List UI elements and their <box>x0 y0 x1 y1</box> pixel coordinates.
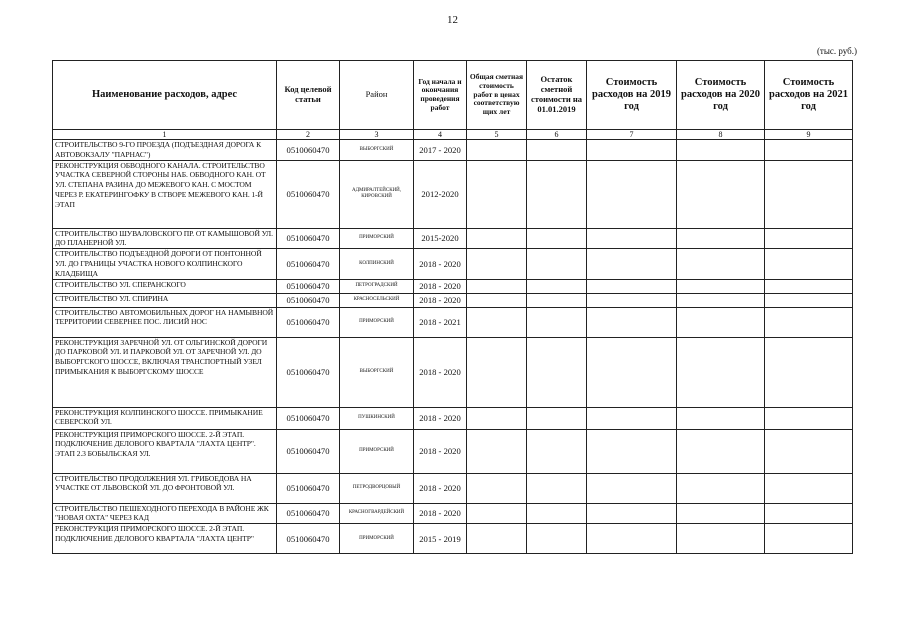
row-years: 2018 - 2021 <box>414 307 467 337</box>
row-years: 2015-2020 <box>414 228 467 249</box>
row-remainder <box>527 429 587 473</box>
column-number: 9 <box>765 130 853 140</box>
header-district: Район <box>340 61 414 130</box>
row-name: СТРОИТЕЛЬСТВО 9-ГО ПРОЕЗДА (ПОДЪЕЗДНАЯ ДОРОГА К АВТОВОКЗАЛУ "ПАРНАС") <box>53 140 277 161</box>
row-district: АДМИРАЛТЕЙСКИЙ, КИРОВСКИЙ <box>340 160 414 228</box>
row-code: 0510060470 <box>277 279 340 293</box>
row-cost-2020 <box>677 524 765 554</box>
row-total-cost <box>467 228 527 249</box>
row-cost-2020 <box>677 279 765 293</box>
row-cost-2019 <box>587 279 677 293</box>
row-total-cost <box>467 160 527 228</box>
row-cost-2019 <box>587 140 677 161</box>
row-cost-2020 <box>677 293 765 307</box>
row-cost-2019 <box>587 407 677 429</box>
row-cost-2021 <box>765 307 853 337</box>
row-cost-2019 <box>587 524 677 554</box>
row-total-cost <box>467 407 527 429</box>
row-cost-2019 <box>587 337 677 407</box>
row-cost-2019 <box>587 503 677 524</box>
row-years: 2018 - 2020 <box>414 337 467 407</box>
page-number: 12 <box>447 14 458 26</box>
header-remainder: Остаток сметной стоимости на 01.01.2019 <box>527 61 587 130</box>
row-name: СТРОИТЕЛЬСТВО АВТОМОБИЛЬНЫХ ДОРОГ НА НАМЫВНОЙ ТЕРРИТОРИИ СЕВЕРНЕЕ ПОС. ЛИСИЙ НОС <box>53 307 277 337</box>
column-number: 5 <box>467 130 527 140</box>
row-total-cost <box>467 524 527 554</box>
row-years: 2018 - 2020 <box>414 473 467 503</box>
column-number-row <box>53 130 853 140</box>
row-name: РЕКОНСТРУКЦИЯ КОЛПИНСКОГО ШОССЕ. ПРИМЫКАНИЕ СЕВЕРСКОЙ УЛ. <box>53 407 277 429</box>
row-cost-2020 <box>677 337 765 407</box>
row-district: ВЫБОРГСКИЙ <box>340 337 414 407</box>
row-years: 2015 - 2019 <box>414 524 467 554</box>
row-code: 0510060470 <box>277 503 340 524</box>
row-remainder <box>527 503 587 524</box>
row-total-cost <box>467 337 527 407</box>
row-total-cost <box>467 249 527 279</box>
header-cost-2019: Стоимость расходов на 2019 год <box>587 61 677 130</box>
row-district: ПУШКИНСКИЙ <box>340 407 414 429</box>
row-district: ПРИМОРСКИЙ <box>340 429 414 473</box>
row-cost-2021 <box>765 140 853 161</box>
row-cost-2019 <box>587 228 677 249</box>
row-cost-2019 <box>587 429 677 473</box>
row-remainder <box>527 140 587 161</box>
row-name: СТРОИТЕЛЬСТВО ПРОДОЛЖЕНИЯ УЛ. ГРИБОЕДОВА НА УЧАСТКЕ ОТ ЛЬВОВСКОЙ УЛ. ДО ФРОНТОВОЙ УЛ. <box>53 473 277 503</box>
header-code: Код целевой статьи <box>277 61 340 130</box>
row-cost-2020 <box>677 228 765 249</box>
row-remainder <box>527 524 587 554</box>
row-years: 2017 - 2020 <box>414 140 467 161</box>
row-code: 0510060470 <box>277 337 340 407</box>
row-cost-2020 <box>677 473 765 503</box>
row-name: СТРОИТЕЛЬСТВО УЛ. СПЕРАНСКОГО <box>53 279 277 293</box>
row-code: 0510060470 <box>277 429 340 473</box>
column-number: 2 <box>277 130 340 140</box>
row-remainder <box>527 228 587 249</box>
row-cost-2021 <box>765 429 853 473</box>
row-name: РЕКОНСТРУКЦИЯ ПРИМОРСКОГО ШОССЕ. 2-Й ЭТАП. ПОДКЛЮЧЕНИЕ ДЕЛОВОГО КВАРТАЛА "ЛАХТА ЦЕНТР" <box>53 524 277 554</box>
row-district: ПРИМОРСКИЙ <box>340 307 414 337</box>
row-years: 2018 - 2020 <box>414 407 467 429</box>
row-remainder <box>527 279 587 293</box>
row-code: 0510060470 <box>277 160 340 228</box>
row-cost-2020 <box>677 140 765 161</box>
row-cost-2020 <box>677 407 765 429</box>
row-total-cost <box>467 429 527 473</box>
row-years: 2018 - 2020 <box>414 293 467 307</box>
row-years: 2018 - 2020 <box>414 503 467 524</box>
table-row <box>53 429 853 473</box>
row-name: СТРОИТЕЛЬСТВО ПОДЪЕЗДНОЙ ДОРОГИ ОТ ПОНТОННОЙ УЛ. ДО ГРАНИЦЫ УЧАСТКА НОВОГО КОЛПИНСКОГО КЛАДБИЩА <box>53 249 277 279</box>
row-remainder <box>527 307 587 337</box>
row-cost-2021 <box>765 337 853 407</box>
row-remainder <box>527 337 587 407</box>
column-number: 3 <box>340 130 414 140</box>
row-cost-2019 <box>587 307 677 337</box>
table-row <box>53 524 853 554</box>
column-number: 8 <box>677 130 765 140</box>
row-cost-2019 <box>587 160 677 228</box>
row-cost-2020 <box>677 307 765 337</box>
row-code: 0510060470 <box>277 249 340 279</box>
table-row <box>53 337 853 407</box>
row-cost-2019 <box>587 293 677 307</box>
row-code: 0510060470 <box>277 524 340 554</box>
row-name: РЕКОНСТРУКЦИЯ ПРИМОРСКОГО ШОССЕ. 2-Й ЭТАП. ПОДКЛЮЧЕНИЕ ДЕЛОВОГО КВАРТАЛА "ЛАХТА ЦЕНТР". ЭТАП 2.3 БОБЫЛЬСКАЯ УЛ. <box>53 429 277 473</box>
row-total-cost <box>467 473 527 503</box>
row-total-cost <box>467 140 527 161</box>
row-code: 0510060470 <box>277 407 340 429</box>
header-total: Общая сметная стоимость работ в ценах соответствую щих лет <box>467 61 527 130</box>
row-cost-2021 <box>765 160 853 228</box>
row-cost-2020 <box>677 249 765 279</box>
row-years: 2012-2020 <box>414 160 467 228</box>
row-district: ПРИМОРСКИЙ <box>340 228 414 249</box>
row-cost-2021 <box>765 473 853 503</box>
row-cost-2021 <box>765 293 853 307</box>
table-row <box>53 140 853 161</box>
column-number: 7 <box>587 130 677 140</box>
column-number: 6 <box>527 130 587 140</box>
row-total-cost <box>467 503 527 524</box>
header-row <box>53 61 853 130</box>
column-number: 1 <box>53 130 277 140</box>
row-total-cost <box>467 279 527 293</box>
column-number: 4 <box>414 130 467 140</box>
row-total-cost <box>467 293 527 307</box>
row-cost-2021 <box>765 228 853 249</box>
row-cost-2020 <box>677 160 765 228</box>
expenditure-table <box>52 60 853 554</box>
table-row <box>53 279 853 293</box>
row-years: 2018 - 2020 <box>414 249 467 279</box>
header-name: Наименование расходов, адрес <box>53 61 277 130</box>
row-remainder <box>527 160 587 228</box>
row-name: РЕКОНСТРУКЦИЯ ЗАРЕЧНОЙ УЛ. ОТ ОЛЬГИНСКОЙ ДОРОГИ ДО ПАРКОВОЙ УЛ. И ПАРКОВОЙ УЛ. ОТ ЗАРЕЧНОЙ УЛ. ДО ВЫБОРГСКОГО ШОССЕ, ВКЛЮЧАЯ ТРАНСПОРТНЫЙ УЗЕЛ ПРИМЫКАНИЯ К ВЫБОРГСКОМУ ШОССЕ <box>53 337 277 407</box>
row-code: 0510060470 <box>277 140 340 161</box>
header-years: Год начала и окончания проведения работ <box>414 61 467 130</box>
row-cost-2019 <box>587 473 677 503</box>
row-cost-2021 <box>765 407 853 429</box>
table-row <box>53 293 853 307</box>
row-district: ПРИМОРСКИЙ <box>340 524 414 554</box>
row-code: 0510060470 <box>277 228 340 249</box>
row-district: КОЛПИНСКИЙ <box>340 249 414 279</box>
table-body <box>53 140 853 554</box>
row-cost-2021 <box>765 279 853 293</box>
table-row <box>53 503 853 524</box>
row-cost-2020 <box>677 429 765 473</box>
row-district: КРАСНОГВАРДЕЙСКИЙ <box>340 503 414 524</box>
row-name: СТРОИТЕЛЬСТВО ПЕШЕХОДНОГО ПЕРЕХОДА В РАЙОНЕ ЖК "НОВАЯ ОХТА" ЧЕРЕЗ КАД <box>53 503 277 524</box>
table-row <box>53 160 853 228</box>
units-label: (тыс. руб.) <box>816 46 857 56</box>
row-name: СТРОИТЕЛЬСТВО ШУВАЛОВСКОГО ПР. ОТ КАМЫШОВОЙ УЛ. ДО ПЛАНЕРНОЙ УЛ. <box>53 228 277 249</box>
row-years: 2018 - 2020 <box>414 429 467 473</box>
row-cost-2021 <box>765 524 853 554</box>
header-cost-2020: Стоимость расходов на 2020 год <box>677 61 765 130</box>
table-row <box>53 249 853 279</box>
row-cost-2021 <box>765 249 853 279</box>
table-row <box>53 473 853 503</box>
row-cost-2019 <box>587 249 677 279</box>
header-cost-2021: Стоимость расходов на 2021 год <box>765 61 853 130</box>
row-code: 0510060470 <box>277 473 340 503</box>
row-district: ВЫБОРГСКИЙ <box>340 140 414 161</box>
row-name: СТРОИТЕЛЬСТВО УЛ. СПИРИНА <box>53 293 277 307</box>
row-code: 0510060470 <box>277 307 340 337</box>
row-years: 2018 - 2020 <box>414 279 467 293</box>
table-row <box>53 407 853 429</box>
row-remainder <box>527 407 587 429</box>
row-district: КРАСНОСЕЛЬСКИЙ <box>340 293 414 307</box>
row-district: ПЕТРОГРАДСКИЙ <box>340 279 414 293</box>
row-remainder <box>527 293 587 307</box>
row-district: ПЕТРОДВОРЦОВЫЙ <box>340 473 414 503</box>
row-name: РЕКОНСТРУКЦИЯ ОБВОДНОГО КАНАЛА. СТРОИТЕЛЬСТВО УЧАСТКА СЕВЕРНОЙ СТОРОНЫ НАБ. ОБВОДНОГО КАН. ОТ УЛ. СТЕПАНА РАЗИНА ДО МЕЖЕВОГО КАН. С МОСТОМ ЧЕРЕЗ Р. ЕКАТЕРИНГОФКУ В СТВОРЕ МЕЖЕВОГО КАН. 1-Й ЭТАП <box>53 160 277 228</box>
table-row <box>53 307 853 337</box>
row-cost-2020 <box>677 503 765 524</box>
row-code: 0510060470 <box>277 293 340 307</box>
table-row <box>53 228 853 249</box>
row-remainder <box>527 473 587 503</box>
row-cost-2021 <box>765 503 853 524</box>
row-total-cost <box>467 307 527 337</box>
row-remainder <box>527 249 587 279</box>
